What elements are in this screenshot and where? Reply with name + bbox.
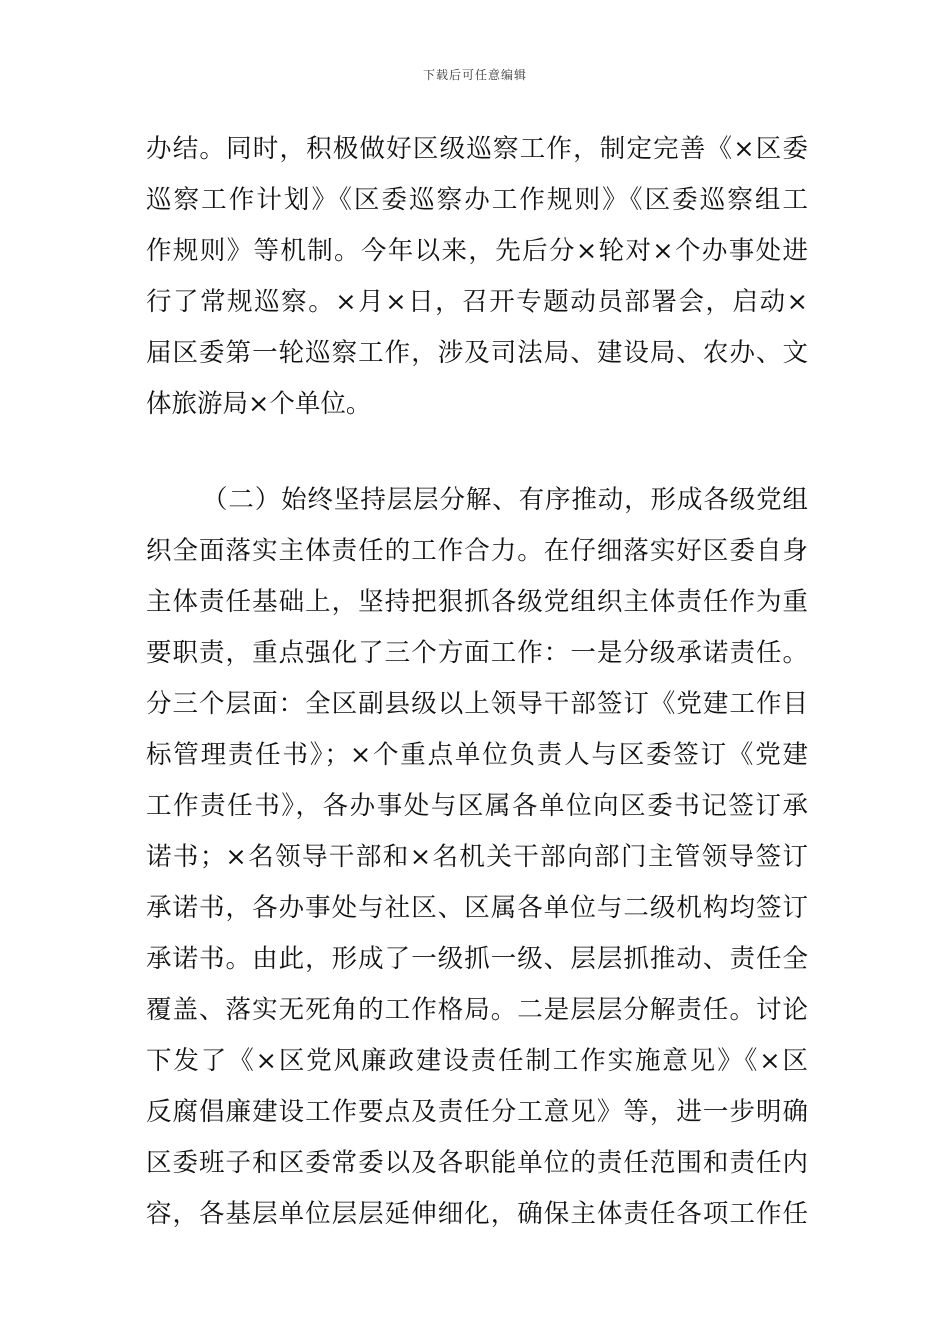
paragraph-line: 诺书；×名领导干部和×名机关干部向部门主管领导签订 [146,842,808,872]
paragraph-line: 工作责任书》，各办事处与区属各单位向区委书记签订承 [146,791,808,821]
paragraph-line: 行了常规巡察。×月×日，召开专题动员部署会，启动× [146,287,808,317]
paragraph-line: （二）始终坚持层层分解、有序推动，形成各级党组 [202,485,808,515]
paragraph-line: 分三个层面：全区副县级以上领导干部签订《党建工作目 [146,689,808,719]
paragraph-line: 主体责任基础上，坚持把狠抓各级党组织主体责任作为重 [146,587,808,617]
paragraph-line: 体旅游局×个单位。 [146,389,372,419]
paragraph-line: 届区委第一轮巡察工作，涉及司法局、建设局、农办、文 [146,338,808,368]
paragraph-line: 织全面落实主体责任的工作合力。在仔细落实好区委自身 [146,536,808,566]
paragraph-1 [146,124,808,430]
paragraph-line: 覆盖、落实无死角的工作格局。二是层层分解责任。讨论 [146,995,808,1025]
paragraph-line: 反腐倡廉建设工作要点及责任分工意见》等，进一步明确 [146,1097,808,1127]
paragraph-line: 作规则》等机制。今年以来，先后分×轮对×个办事处进 [146,236,808,266]
paragraph-2 [146,475,808,1240]
paragraph-line: 办结。同时，积极做好区级巡察工作，制定完善《×区委 [146,134,808,164]
paragraph-line: 下发了《×区党风廉政建设责任制工作实施意见》《×区 [146,1046,808,1076]
paragraph-line: 巡察工作计划》《区委巡察办工作规则》《区委巡察组工 [146,185,808,215]
paragraph-line: 区委班子和区委常委以及各职能单位的责任范围和责任内 [146,1148,808,1178]
page-header: 下载后可任意编辑 [422,68,527,82]
paragraph-line: 要职责，重点强化了三个方面工作：一是分级承诺责任。 [146,638,808,668]
paragraph-line: 承诺书，各办事处与社区、区属各单位与二级机构均签订 [146,893,808,923]
paragraph-line: 标管理责任书》；×个重点单位负责人与区委签订《党建 [146,740,808,770]
paragraph-line: 容，各基层单位层层延伸细化，确保主体责任各项工作任 [146,1199,808,1229]
paragraph-line: 承诺书。由此，形成了一级抓一级、层层抓推动、责任全 [146,944,808,974]
